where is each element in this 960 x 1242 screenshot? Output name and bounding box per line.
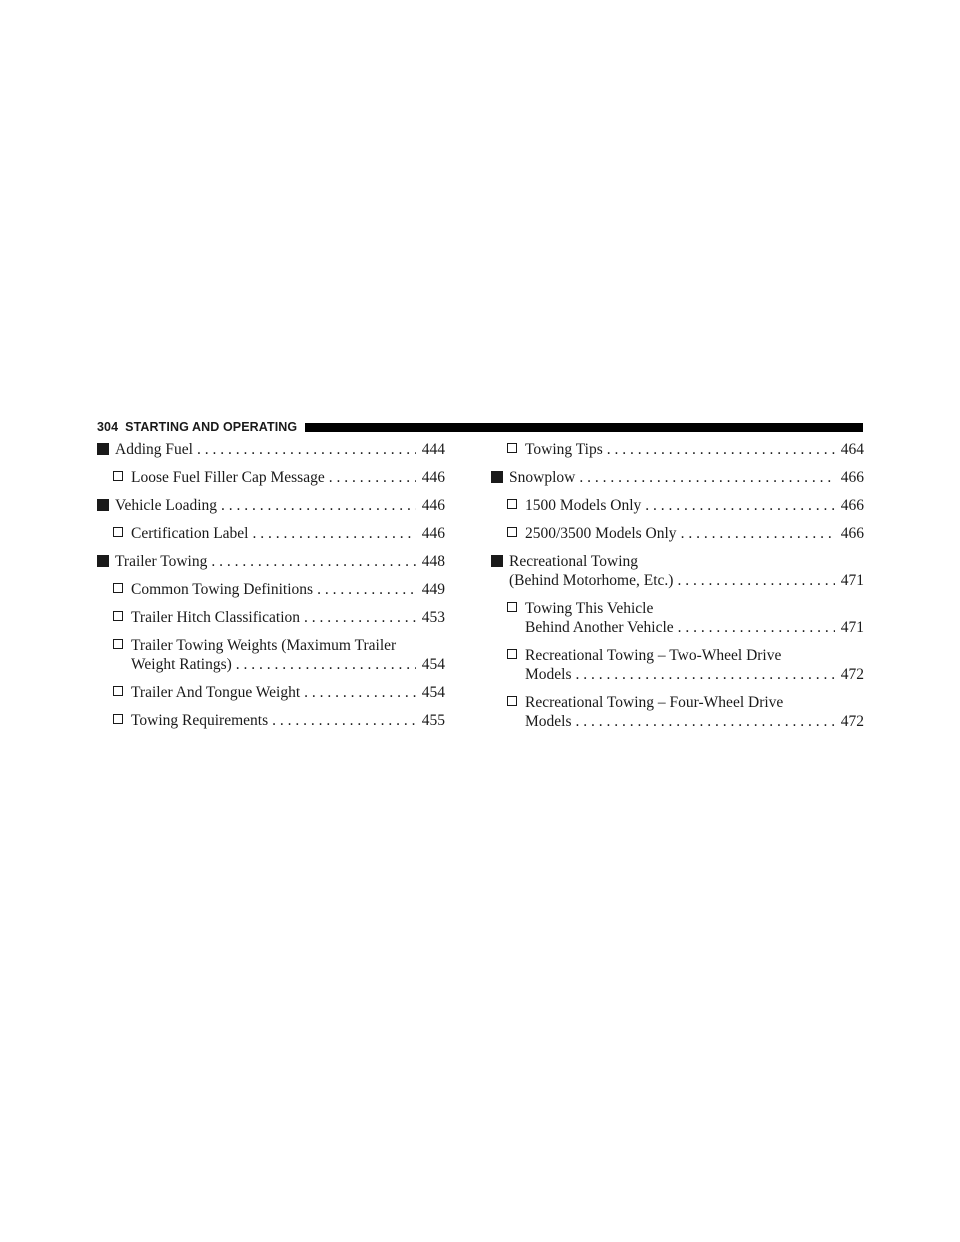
entry-line [131,468,445,487]
page-ref: 454 [421,684,445,701]
dot-leader [576,712,835,731]
open-square-bullet-icon [113,683,123,702]
entry-title: Recreational Towing – Four-Wheel Drive [525,694,784,711]
page-ref: 448 [421,553,445,570]
open-square-bullet-icon [507,646,517,665]
page-ref: 466 [840,469,864,486]
entry-line [525,712,864,731]
page-ref: 444 [421,441,445,458]
page-ref: 455 [421,712,445,729]
entry-title: Adding Fuel [115,441,193,458]
entry-line [115,552,445,571]
toc-entry[interactable] [97,440,445,459]
toc-entry[interactable] [97,552,445,571]
entry-title: Vehicle Loading [115,497,218,514]
entry-line [115,496,445,515]
open-square-bullet-icon [113,468,123,487]
page-ref: 446 [421,469,445,486]
toc-subentry[interactable] [97,711,445,730]
entry-title: Trailer Towing [115,553,208,570]
dot-leader [579,468,834,487]
page-ref: 446 [421,525,445,542]
entry-title: Towing Tips [525,441,603,458]
section-title: STARTING AND OPERATING [125,420,298,434]
filled-square-bullet-icon [97,552,109,571]
page-ref: 464 [840,441,864,458]
toc-subentry[interactable] [491,440,864,459]
toc-subentry[interactable] [491,496,864,515]
entry-line [509,571,864,590]
page-ref: 471 [840,572,864,589]
dot-leader [197,440,416,459]
filled-square-bullet-icon [491,552,503,571]
dot-leader [681,524,835,543]
entry-line [131,683,445,702]
entry-title: 2500/3500 Models Only [525,525,677,542]
entry-title: Common Towing Definitions [131,581,314,598]
entry-title: Towing Requirements [131,712,269,729]
entry-title: Loose Fuel Filler Cap Message [131,469,325,486]
entry-title: Recreational Towing [509,553,639,570]
page-ref: 472 [840,713,864,730]
open-square-bullet-icon [113,580,123,599]
dot-leader [329,468,416,487]
dot-leader [272,711,416,730]
dot-leader [236,655,416,674]
open-square-bullet-icon [113,608,123,627]
entry-title: Certification Label [131,525,249,542]
page-ref: 466 [840,525,864,542]
header-rule [305,423,863,432]
filled-square-bullet-icon [491,468,503,487]
entry-line [131,655,445,674]
entry-title: Trailer And Tongue Weight [131,684,301,701]
page-header [97,420,863,434]
toc-subentry[interactable] [97,468,445,487]
page-ref: 472 [840,666,864,683]
open-square-bullet-icon [113,636,123,655]
toc-right-column [491,440,864,740]
entry-line [115,440,445,459]
toc-subentry[interactable] [97,636,445,674]
toc-left-column [97,440,445,739]
entry-line [525,524,864,543]
entry-line [131,711,445,730]
open-square-bullet-icon [507,524,517,543]
header-label [97,420,305,434]
open-square-bullet-icon [113,524,123,543]
entry-title: Towing This Vehicle [525,600,654,617]
entry-line [131,524,445,543]
toc-subentry[interactable] [97,683,445,702]
dot-leader [678,618,835,637]
toc-subentry[interactable] [491,646,864,684]
entry-title: Behind Another Vehicle [525,619,674,636]
dot-leader [645,496,835,515]
page-ref: 446 [421,497,445,514]
entry-title: Weight Ratings) [131,656,232,673]
open-square-bullet-icon [113,711,123,730]
entry-title: Models [525,713,572,730]
page-ref: 449 [421,581,445,598]
entry-title: Recreational Towing – Two-Wheel Drive [525,647,782,664]
toc-entry[interactable] [491,552,864,590]
entry-title: 1500 Models Only [525,497,642,514]
entry-line [525,665,864,684]
dot-leader [304,683,416,702]
toc-subentry[interactable] [491,693,864,731]
entry-line [525,618,864,637]
toc-subentry[interactable] [491,524,864,543]
dot-leader [677,571,834,590]
dot-leader [317,580,416,599]
page-ref: 454 [421,656,445,673]
entry-line [525,496,864,515]
toc-entry[interactable] [97,496,445,515]
page-ref: 471 [840,619,864,636]
entry-title: Snowplow [509,469,576,486]
open-square-bullet-icon [507,693,517,712]
dot-leader [304,608,416,627]
dot-leader [576,665,835,684]
toc-subentry[interactable] [97,524,445,543]
entry-line [131,580,445,599]
page-number: 304 [97,420,119,434]
open-square-bullet-icon [507,440,517,459]
page-ref: 453 [421,609,445,626]
toc-subentry[interactable] [97,580,445,599]
filled-square-bullet-icon [97,496,109,515]
entry-title: (Behind Motorhome, Etc.) [509,572,674,589]
page-ref: 466 [840,497,864,514]
dot-leader [607,440,835,459]
entry-line [525,440,864,459]
dot-leader [253,524,416,543]
open-square-bullet-icon [507,599,517,618]
entry-line [509,468,864,487]
entry-title: Trailer Towing Weights (Maximum Trailer [131,637,397,654]
filled-square-bullet-icon [97,440,109,459]
toc-subentry[interactable] [491,599,864,637]
entry-title: Models [525,666,572,683]
dot-leader [221,496,416,515]
toc-entry[interactable] [491,468,864,487]
open-square-bullet-icon [507,496,517,515]
entry-line [131,608,445,627]
dot-leader [211,552,415,571]
entry-title: Trailer Hitch Classification [131,609,301,626]
toc-subentry[interactable] [97,608,445,627]
